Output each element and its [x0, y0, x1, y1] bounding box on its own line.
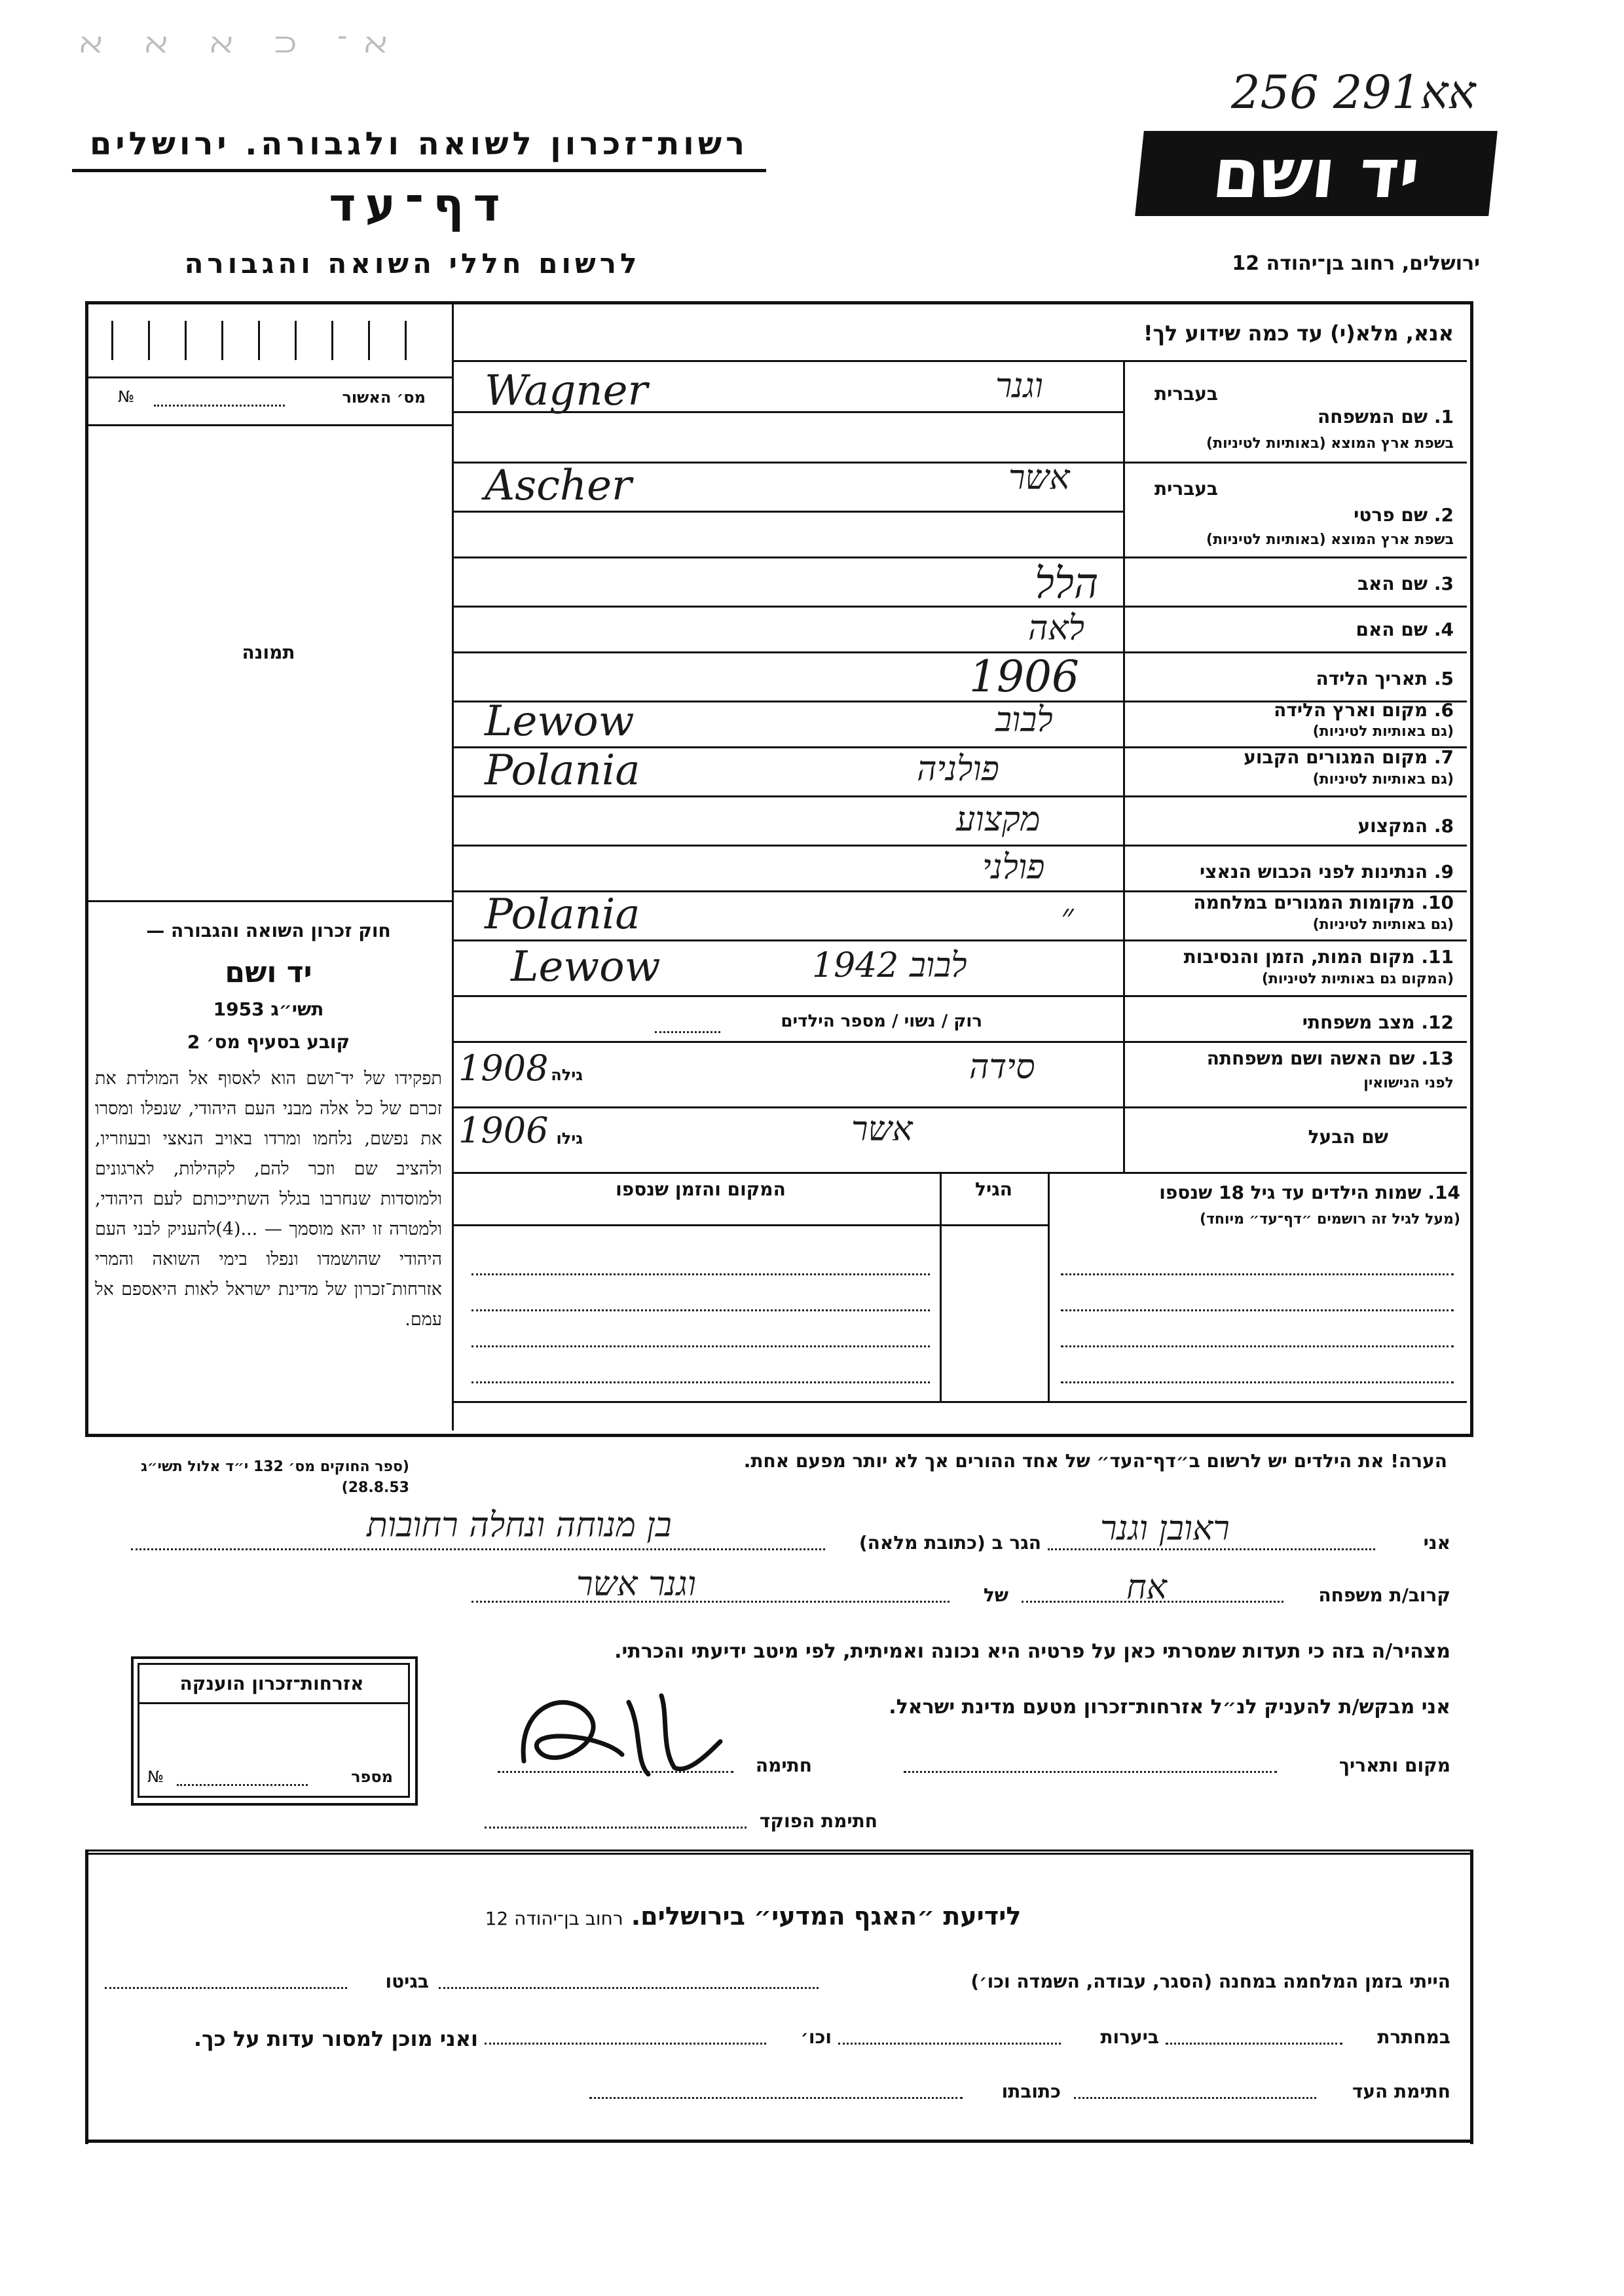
decl-statement: מצהיר/ה בזה כי תעדות שמסרתי כאן על פרטיה היא נכונה ואמיתית, לפי מיטב ידיעתי והכרתי. [614, 1640, 1450, 1663]
field-1-hebrew-tag: בעברית [1154, 383, 1218, 405]
field-4-hebrew-value: לאה [1028, 609, 1084, 648]
law-ref: (ספר החוקים מס׳ 132 י״ד אלול תשי״ג 28.8.53) [141, 1459, 409, 1496]
field-12-options: רוק / נשוי / מספר הילדים [781, 1011, 982, 1031]
instruction: אנא, מלא(י) עד כמה שידוע לך! [1143, 321, 1454, 346]
field-11-latin-value: Lewow [511, 943, 661, 991]
field-9-label: 9. הנתינות לפני הכבוש הנאצי [1200, 861, 1454, 883]
dept-line2-c: וכו׳ [800, 2026, 832, 2048]
dept-line2-d: ואני מוכן למסור עדות על כך. [193, 2026, 478, 2051]
children-label: 14. שמות הילדים עד גיל 18 שנספו [1159, 1182, 1460, 1203]
children-place-header: המקום והזמן שנספו [616, 1178, 786, 1200]
logo-address: ירושלים, רחוב בן־יהודה 12 [1232, 252, 1480, 275]
husband-age-label: גילו [556, 1129, 583, 1148]
field-5-value: 1906 [969, 651, 1079, 702]
field-1-sub: בשפת ארץ המוצא (באותיות לטיניות) [1206, 435, 1454, 452]
decl-official-sig: חתימת הפוקד [759, 1810, 877, 1832]
field-10-hebrew-value: ״ [1061, 897, 1074, 936]
field-11-sub: (המקום גם באותיות לטיניות) [1261, 971, 1454, 987]
field-1-label: 1. שם המשפחה [1318, 406, 1454, 428]
field-1-latin-value: Wagner [485, 367, 648, 415]
archive-number: 256 ﬡﬡ291 [1231, 65, 1476, 119]
law-year: תשי״ג 1953 [213, 998, 324, 1020]
field-13-label: 13. שם האשה ושם משפחתה [1206, 1048, 1454, 1069]
field-10-latin-value: Polania [485, 890, 640, 939]
stamp-number-label: מספר [351, 1768, 393, 1786]
children-sub: (מעל לגיל זה רושמים ״דף־עד״ מיוחד) [1199, 1211, 1460, 1228]
law-text: תפקידו של יד־ושם הוא לאסוף אל המולדת את זכרם של כל אלה מבני העם היהודי, שנפלו ומסרו את נפשם, נלחמו ומרדו באויב הנאצי ובעוזריו, ולהציב שם וזכר להם, לקהילות, לארגונים ולמוסדות שנחרבו בגלל השתייכותם לעם היהודי, ולמטרה זו יהא מוסמך — ...(4)להעניק לבני העם היהודי שהושמדו ונפלו בימי השואה והמרי אזרחות־זכרון של מדינת ישראל לאות היאספם אל עמם. [95, 1068, 442, 1330]
dept-line3-b: כתובתו [1001, 2081, 1061, 2102]
field-10-label: 10. מקומות המגורים במלחמה [1193, 892, 1454, 913]
decl-ani: אני [1423, 1532, 1450, 1554]
decl-place-date: מקום ותאריך [1338, 1755, 1450, 1776]
dept-line2-a: במחתרת [1377, 2026, 1450, 2048]
decl-of: של [983, 1584, 1008, 1606]
field-13-age-label: גילה [551, 1066, 583, 1084]
field-1-hebrew-value: וגנר [995, 367, 1043, 406]
photo-label: תמונה [242, 642, 295, 663]
field-13-age-value: 1908 [458, 1048, 549, 1089]
field-11-hebrew-value: לבוב 1942 [812, 946, 967, 985]
law-section: קובע בסעיף מס׳ 2 [187, 1031, 350, 1053]
field-6-latin-value: Lewow [485, 697, 635, 746]
decl-relation: קרוב/ת משפחה [1318, 1584, 1450, 1606]
decl-request: אני מבקש/ת להעניק לנ״ל אזרחות־זכרון מטעם מדינת ישראל. [889, 1696, 1450, 1719]
field-9-hebrew-value: פולני [982, 848, 1045, 887]
decl-dwelling-value: בן מנוחה ונחלה רחובות [367, 1506, 672, 1545]
field-2-label: 2. שם פרטי [1354, 504, 1454, 526]
decl-of-value: וגנר אשר [576, 1565, 697, 1604]
husband-value: אשר [851, 1110, 913, 1149]
org-name: רשות־זכרון לשואה ולגבורה. ירושלים [89, 126, 749, 162]
field-3-label: 3. שם האב [1357, 573, 1454, 594]
witness-signature [511, 1676, 733, 1787]
field-13-sub: לפני הנישואין [1363, 1075, 1454, 1091]
dept-line3-a: חתימת העד [1352, 2081, 1450, 2102]
husband-age-value: 1906 [458, 1110, 549, 1151]
dept-frame [85, 1850, 1473, 2144]
field-7-hebrew-value: פולניה [917, 750, 999, 789]
decl-signature-label: חתימה [755, 1755, 812, 1776]
field-4-label: 4. שם האם [1356, 619, 1454, 640]
page-subtitle: לרשום חללי השואה והגבורה [184, 247, 641, 280]
field-2-hebrew-tag: בעברית [1154, 478, 1218, 500]
approval-label: מס׳ האשור [342, 388, 426, 407]
field-6-hebrew-value: לבוב [995, 701, 1053, 740]
dept-line1-a: הייתי בזמן המלחמה במחנה (הסגר, עבודה, השמדה וכו׳) [970, 1971, 1450, 1992]
field-5-label: 5. תאריך הלידה [1316, 668, 1454, 689]
field-2-sub: בשפת ארץ המוצא (באותיות לטיניות) [1206, 532, 1454, 548]
field-6-sub: (גם באותיות לטיניות) [1312, 723, 1454, 740]
top-noise: ﬡ־ ﬤ ﬡ ﬡ ﬡ [79, 26, 404, 60]
husband-label: שם הבעל [1308, 1126, 1388, 1148]
page-title: דף־עד [329, 178, 509, 232]
stamp-title: אזרחות־זכרון הוענקה [179, 1673, 364, 1694]
logo: יד ושם [1135, 131, 1498, 216]
children-note: הערה! את הילדים יש לרשום ב״דף־העד״ של אחד ההורים אך לא יותר מפעם אחת. [743, 1450, 1447, 1472]
field-13-hebrew-value: סידה [969, 1048, 1035, 1087]
dept-heading: לידיעת ״האגף המדעי״ בירושלים. רחוב בן־יהודה 12 [485, 1902, 1022, 1931]
field-11-label: 11. מקום המות, הזמן והנסיבות [1183, 946, 1454, 968]
field-6-label: 6. מקום וארץ הלידה [1274, 699, 1454, 721]
decl-ani-value: ראובן וגנר [1100, 1509, 1230, 1548]
field-7-sub: (גם באותיות לטיניות) [1312, 771, 1454, 788]
field-8-label: 8. המקצוע [1357, 815, 1454, 837]
field-2-hebrew-value: אשר [1008, 458, 1070, 498]
field-3-hebrew-value: הלל [1035, 560, 1099, 608]
field-2-latin-value: Ascher [485, 462, 632, 510]
approval-boxes [111, 321, 439, 360]
dept-line2-b: ביערות [1100, 2026, 1159, 2048]
field-7-latin-value: Polania [485, 746, 640, 795]
decl-relation-value: אח [1126, 1568, 1167, 1607]
field-7-label: 7. מקום המגורים הקבוע [1244, 746, 1454, 768]
law-name: יד ושם [225, 956, 312, 989]
field-12-label: 12. מצב משפחתי [1302, 1011, 1454, 1033]
law-title: חוק זכרון השואה והגבורה — [146, 920, 391, 941]
stamp-number: № [147, 1768, 164, 1786]
approval-number: № [118, 388, 134, 406]
decl-dwelling: הגר ב (כתובת מלאה) [858, 1532, 1041, 1554]
dept-line1-b: בגיטו [385, 1971, 429, 1992]
children-age-header: הגיל [975, 1178, 1012, 1200]
field-10-sub: (גם באותיות לטיניות) [1312, 917, 1454, 933]
field-8-hebrew-value: מקצוע [956, 800, 1041, 839]
